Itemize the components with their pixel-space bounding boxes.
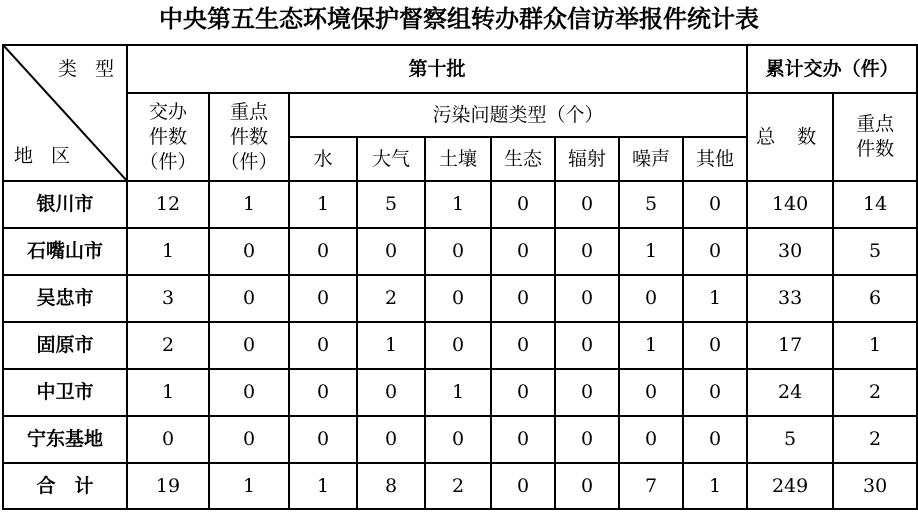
pollution-type-water: 水 — [289, 137, 357, 181]
data-cell: 0 — [555, 228, 619, 275]
total-cell: 0 — [491, 463, 555, 509]
total-cell: 19 — [127, 463, 209, 509]
table-row — [3, 228, 917, 275]
cumulative-key-header: 重点 件数 — [833, 93, 917, 181]
data-cell: 0 — [683, 322, 747, 369]
total-cell: 8 — [357, 463, 425, 509]
data-cell: 0 — [127, 416, 209, 463]
total-row — [3, 463, 917, 509]
data-cell: 5 — [619, 181, 683, 228]
table-row — [3, 416, 917, 463]
data-cell: 2 — [833, 416, 917, 463]
data-cell: 0 — [357, 416, 425, 463]
data-cell: 1 — [833, 322, 917, 369]
table-title: 中央第五生态环境保护督察组转办群众信访举报件统计表 — [159, 4, 759, 33]
data-cell: 0 — [491, 181, 555, 228]
region-name: 固原市 — [3, 322, 127, 369]
batch-header: 第十批 — [127, 45, 747, 93]
region-name: 中卫市 — [3, 369, 127, 416]
data-cell: 0 — [491, 228, 555, 275]
data-cell: 0 — [555, 369, 619, 416]
pollution-type-ecology: 生态 — [491, 137, 555, 181]
table-row — [3, 275, 917, 322]
total-label: 合 计 — [3, 463, 127, 509]
data-cell: 0 — [619, 416, 683, 463]
pollution-type-air: 大气 — [357, 137, 425, 181]
data-cell: 1 — [289, 181, 357, 228]
data-cell: 1 — [683, 275, 747, 322]
data-cell: 0 — [491, 369, 555, 416]
data-cell: 1 — [619, 322, 683, 369]
data-cell: 2 — [127, 322, 209, 369]
data-cell: 3 — [127, 275, 209, 322]
data-cell: 0 — [425, 416, 491, 463]
total-cell: 0 — [555, 463, 619, 509]
data-cell: 1 — [127, 369, 209, 416]
data-cell: 0 — [209, 369, 289, 416]
data-cell: 0 — [619, 275, 683, 322]
pollution-type-header: 污染问题类型（个） — [289, 93, 747, 137]
data-cell: 0 — [555, 416, 619, 463]
data-cell: 0 — [289, 369, 357, 416]
key-count-header: 重点 件数 （件） — [209, 93, 289, 181]
data-cell: 14 — [833, 181, 917, 228]
data-cell: 1 — [425, 181, 491, 228]
corner-header-cell — [3, 45, 127, 181]
data-cell: 6 — [833, 275, 917, 322]
data-cell: 0 — [357, 228, 425, 275]
data-cell: 0 — [425, 228, 491, 275]
total-cell: 1 — [209, 463, 289, 509]
total-cell: 7 — [619, 463, 683, 509]
data-cell: 0 — [425, 322, 491, 369]
table-row — [3, 181, 917, 228]
data-cell: 0 — [683, 228, 747, 275]
data-cell: 0 — [209, 275, 289, 322]
data-cell: 1 — [619, 228, 683, 275]
table-row — [3, 322, 917, 369]
data-cell: 1 — [425, 369, 491, 416]
data-cell: 0 — [289, 228, 357, 275]
region-name: 石嘴山市 — [3, 228, 127, 275]
corner-region-label: 地 区 — [14, 145, 77, 168]
data-cell: 1 — [357, 322, 425, 369]
data-cell: 17 — [747, 322, 833, 369]
pollution-type-radiation: 辐射 — [555, 137, 619, 181]
data-cell: 0 — [491, 322, 555, 369]
data-cell: 0 — [491, 416, 555, 463]
pollution-type-noise: 噪声 — [619, 137, 683, 181]
corner-type-label: 类 型 — [57, 58, 120, 80]
data-cell: 5 — [357, 181, 425, 228]
total-cell: 249 — [747, 463, 833, 509]
region-name: 银川市 — [3, 181, 127, 228]
data-cell: 0 — [357, 369, 425, 416]
data-cell: 0 — [491, 275, 555, 322]
data-cell: 0 — [555, 275, 619, 322]
data-cell: 0 — [209, 416, 289, 463]
data-cell: 0 — [555, 322, 619, 369]
data-cell: 5 — [833, 228, 917, 275]
data-cell: 0 — [683, 181, 747, 228]
data-cell: 1 — [127, 228, 209, 275]
data-cell: 2 — [833, 369, 917, 416]
cumulative-header: 累计交办（件） — [747, 45, 917, 93]
data-cell: 5 — [747, 416, 833, 463]
data-cell: 0 — [619, 369, 683, 416]
data-cell: 0 — [683, 369, 747, 416]
data-cell: 0 — [555, 181, 619, 228]
data-cell: 0 — [289, 275, 357, 322]
statistics-table — [2, 44, 918, 510]
data-cell: 0 — [289, 322, 357, 369]
total-cell: 2 — [425, 463, 491, 509]
handover-count-header: 交办 件数 （件） — [127, 93, 209, 181]
data-cell: 12 — [127, 181, 209, 228]
region-name: 吴忠市 — [3, 275, 127, 322]
data-cell: 0 — [289, 416, 357, 463]
data-cell: 33 — [747, 275, 833, 322]
data-cell: 2 — [357, 275, 425, 322]
pollution-type-other: 其他 — [683, 137, 747, 181]
data-cell: 0 — [683, 416, 747, 463]
total-cell: 1 — [683, 463, 747, 509]
data-cell: 140 — [747, 181, 833, 228]
data-cell: 0 — [425, 275, 491, 322]
total-cell: 1 — [289, 463, 357, 509]
data-cell: 30 — [747, 228, 833, 275]
data-cell: 0 — [209, 322, 289, 369]
cumulative-total-header: 总 数 — [747, 93, 833, 181]
table-row — [3, 369, 917, 416]
data-cell: 0 — [209, 228, 289, 275]
total-cell: 30 — [833, 463, 917, 509]
data-cell: 1 — [209, 181, 289, 228]
pollution-type-soil: 土壤 — [425, 137, 491, 181]
region-name: 宁东基地 — [3, 416, 127, 463]
data-cell: 24 — [747, 369, 833, 416]
